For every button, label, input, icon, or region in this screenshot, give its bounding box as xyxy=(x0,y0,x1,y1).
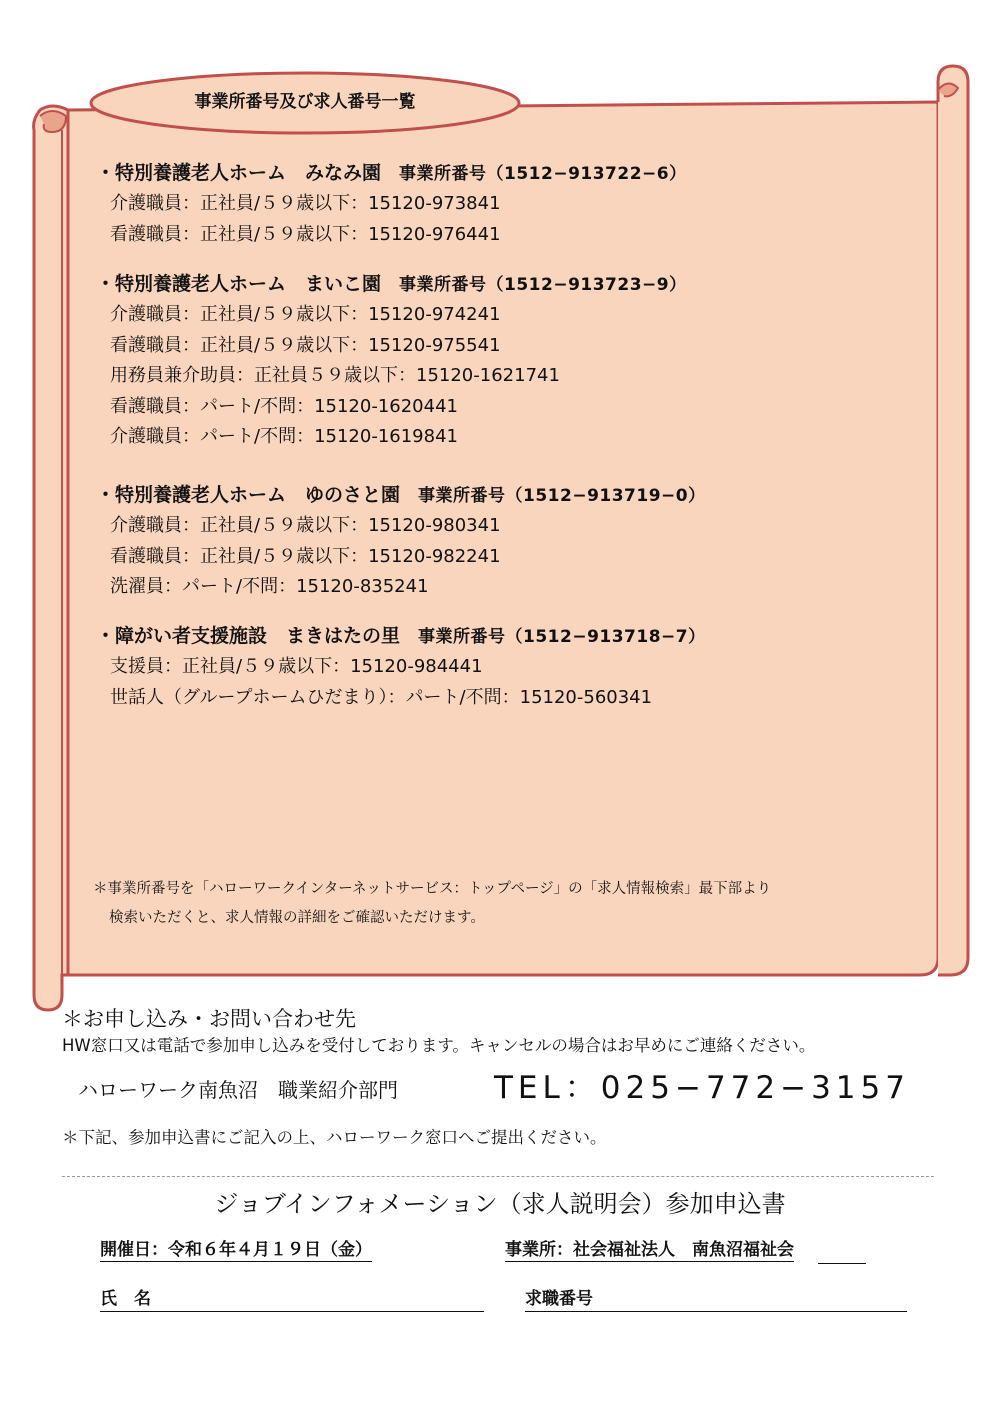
search-note xyxy=(93,875,953,933)
name-input-line[interactable] xyxy=(100,1311,484,1312)
event-date-label: 開催日：令和６年４月１９日（金） xyxy=(100,1240,372,1260)
search-note-line1: ＊事業所番号を「ハローワークインターネットサービス：トップページ」の「求人情報検索」最下部より xyxy=(93,881,772,897)
facility-name: ・障がい者支援施設 まきはたの里 xyxy=(96,625,401,647)
name-label: 氏 名 xyxy=(100,1289,151,1309)
job-item: 介護職員：パート/不問：15120-1619841 xyxy=(110,426,458,447)
job-seeker-number-label: 求職番号 xyxy=(525,1289,593,1309)
search-note-line2: 検索いただくと、求人情報の詳細をご確認いただけます。 xyxy=(109,910,485,926)
facility-section xyxy=(96,158,956,250)
phone-number: TEL：025−772−3157 xyxy=(494,1070,910,1106)
office-name: ハローワーク南魚沼 職業紹介部門 xyxy=(78,1078,398,1102)
contact-subtitle: HW窓口又は電話で参加申し込みを受付しております。キャンセルの場合はお早めにご連絡ください。 xyxy=(62,1036,816,1055)
job-item: 看護職員：正社員/５９歳以下：15120-975541 xyxy=(110,334,501,356)
job-item: 介護職員：正社員/５９歳以下：15120-973841 xyxy=(110,193,501,214)
office-number: 事業所番号（1512−913719−0） xyxy=(418,486,706,506)
company-underline xyxy=(818,1263,866,1264)
job-item: 看護職員：正社員/５９歳以下：15120-982241 xyxy=(110,545,501,567)
facility-section xyxy=(96,269,956,453)
cut-line-divider xyxy=(62,1176,934,1177)
job-seeker-number-input-line[interactable] xyxy=(525,1311,907,1312)
facility-name: ・特別養護老人ホーム まいこ園 xyxy=(96,273,382,295)
job-item: 介護職員：正社員/５９歳以下：15120-980341 xyxy=(110,515,501,536)
office-number: 事業所番号（1512−913718−7） xyxy=(418,627,706,647)
form-title: ジョブインフォメーション（求人説明会）参加申込書 xyxy=(214,1190,786,1218)
facility-section xyxy=(96,621,956,713)
job-item: 用務員兼介助員：正社員５９歳以下：15120-1621741 xyxy=(110,365,560,386)
office-number: 事業所番号（1512−913723−9） xyxy=(399,275,687,295)
job-item: 世話人（グループホームひだまり）：パート/不問：15120-560341 xyxy=(110,686,653,708)
office-number: 事業所番号（1512−913722−6） xyxy=(399,164,687,184)
job-item: 介護職員：正社員/５９歳以下：15120-974241 xyxy=(110,304,501,325)
company-label: 事業所：社会福祉法人 南魚沼福祉会 xyxy=(505,1240,794,1260)
contact-title: ＊お申し込み・お問い合わせ先 xyxy=(62,1007,356,1031)
job-item: 支援員：正社員/５９歳以下：15120-984441 xyxy=(110,656,483,677)
job-item: 看護職員：正社員/５９歳以下：15120-976441 xyxy=(110,223,501,245)
job-item: 洗濯員：パート/不問：15120-835241 xyxy=(110,576,429,597)
scroll-title: 事業所番号及び求人番号一覧 xyxy=(194,92,416,112)
facility-section xyxy=(96,480,956,603)
job-item: 看護職員：パート/不問：15120-1620441 xyxy=(110,395,458,417)
form-instruction: ＊下記、参加申込書にご記入の上、ハローワーク窓口へご提出ください。 xyxy=(62,1128,607,1147)
facility-name: ・特別養護老人ホーム ゆのさと園 xyxy=(96,484,401,506)
facility-name: ・特別養護老人ホーム みなみ園 xyxy=(96,162,382,184)
